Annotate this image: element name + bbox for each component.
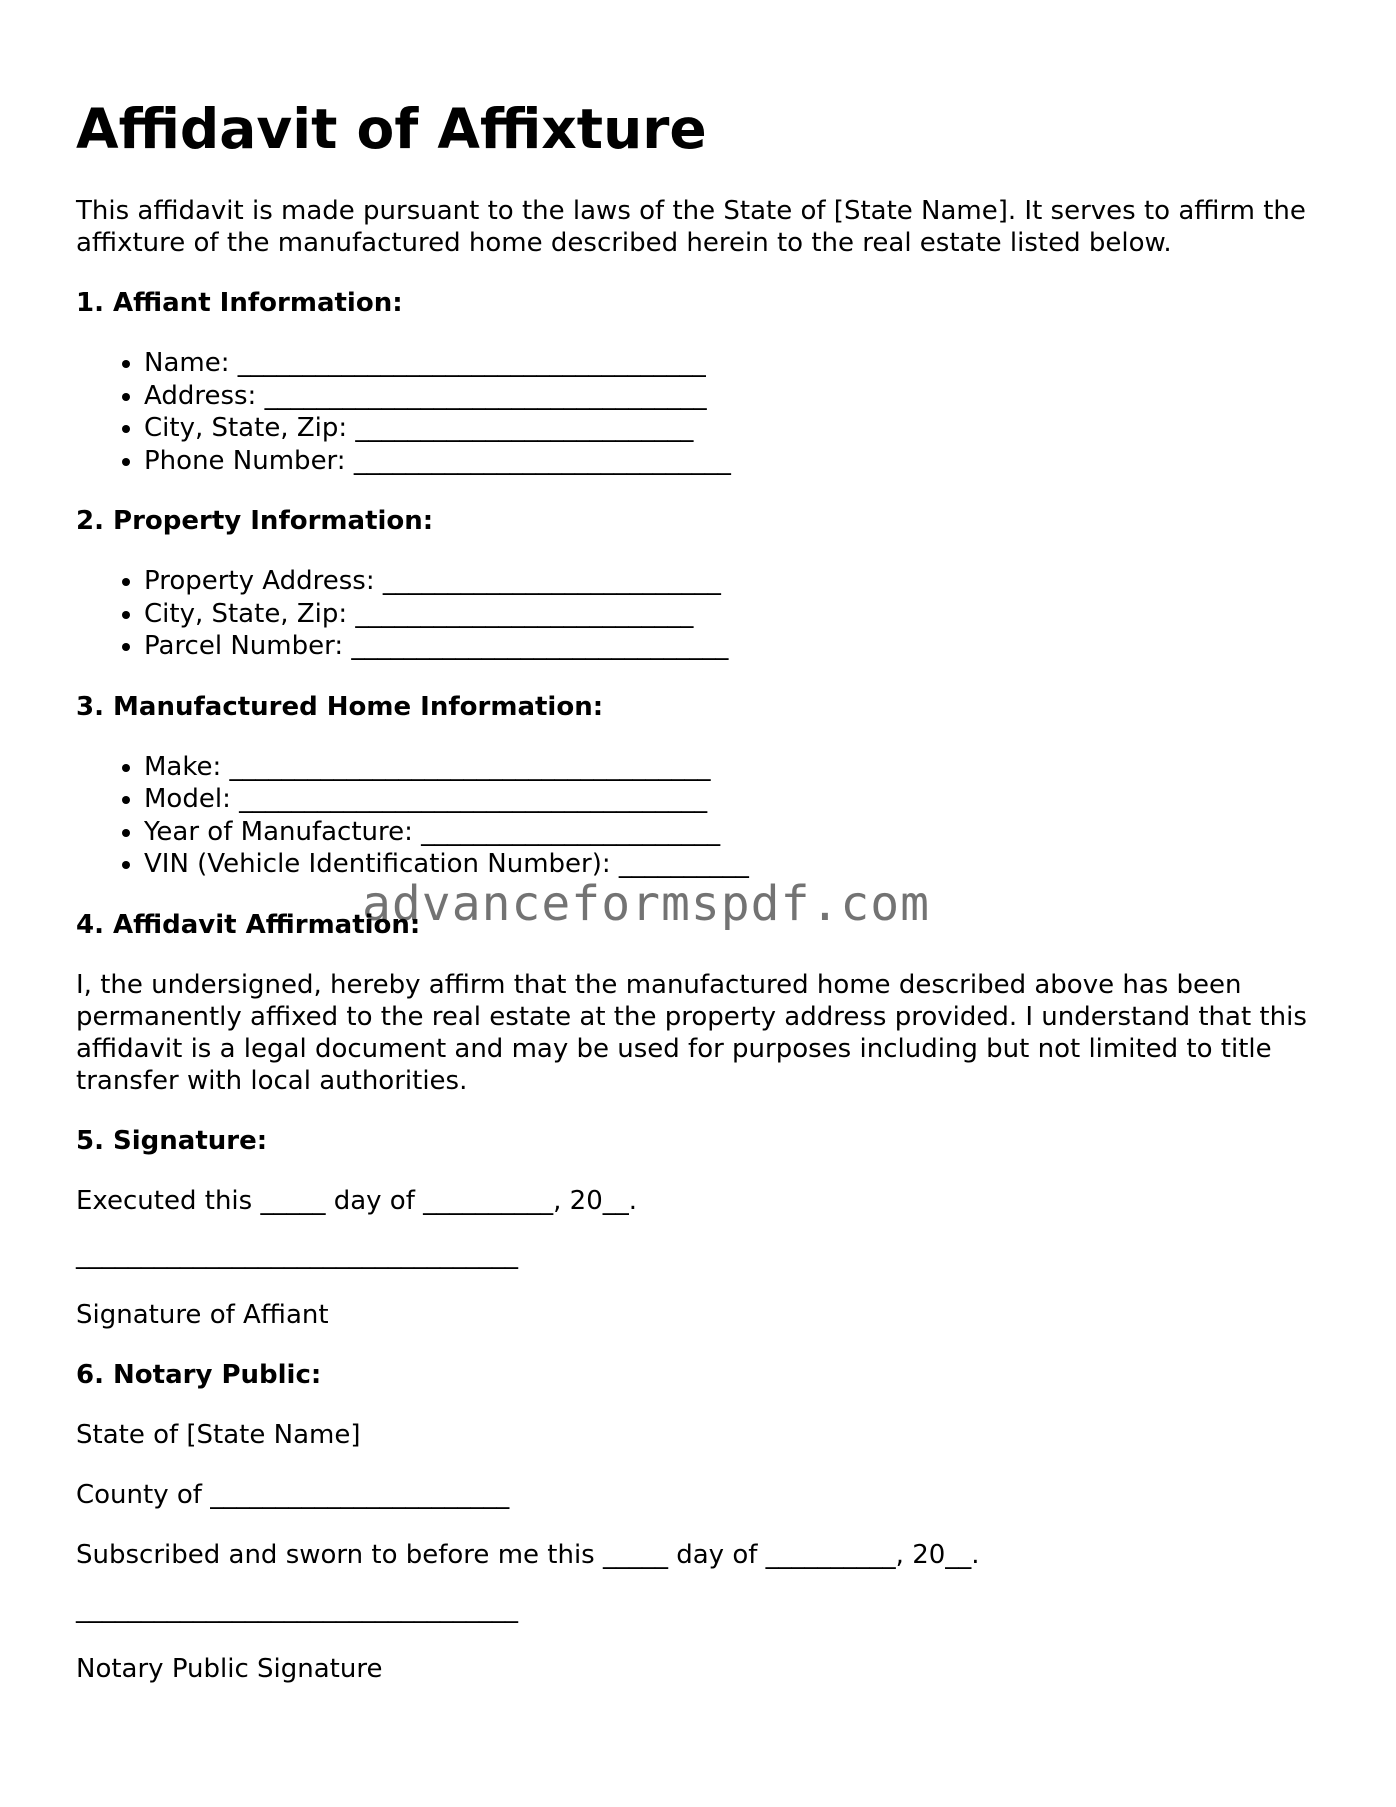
signature-section-heading: 5. Signature: (76, 1125, 268, 1156)
affiant-city-state-zip-field: • City, State, Zip: __________________________ (144, 412, 1326, 445)
affiant-phone-field: • Phone Number: _____________________________ (144, 445, 1326, 478)
document-title: Affidavit of Affixture (76, 97, 707, 161)
affiant-signature-label: Signature of Affiant (76, 1299, 329, 1330)
property-city-state-zip-field: • City, State, Zip: __________________________ (144, 598, 1326, 631)
affiant-signature-line: __________________________________ (76, 1239, 518, 1270)
home-year-field: • Year of Manufacture: _______________________ (144, 816, 1326, 849)
affiant-section-heading: 1. Affiant Information: (76, 288, 403, 318)
intro-paragraph: This affidavit is made pursuant to the laws of the State of [State Name]. It serves to affirm the affixture of the manufactured home described herein to the real estate listed below. (76, 196, 1306, 258)
home-make-field: • Make: _____________________________________ (144, 751, 1326, 784)
affiant-name-field: • Name: ____________________________________ (144, 347, 1326, 380)
home-section-heading: 3. Manufactured Home Information: (76, 691, 604, 722)
property-section-heading: 2. Property Information: (76, 506, 434, 536)
watermark-text: advanceformspdf.com (362, 876, 931, 932)
notary-section-heading: 6. Notary Public: (76, 1359, 322, 1390)
affiant-fields-list (76, 347, 1326, 477)
notary-signature-line: __________________________________ (76, 1593, 518, 1624)
notary-state-line: State of [State Name] (76, 1419, 361, 1450)
home-fields-list (76, 751, 1326, 881)
executed-date-line: Executed this _____ day of __________, 20__. (76, 1185, 638, 1216)
affiant-address-field: • Address: __________________________________ (144, 380, 1326, 413)
notary-signature-label: Notary Public Signature (76, 1653, 383, 1684)
property-address-field: • Property Address: __________________________ (144, 565, 1326, 598)
home-model-field: • Model: ____________________________________ (144, 783, 1326, 816)
notary-county-line: County of _______________________ (76, 1479, 510, 1510)
parcel-number-field: • Parcel Number: _____________________________ (144, 630, 1326, 663)
affirmation-section-heading: 4. Affidavit Affirmation: (76, 909, 421, 940)
affirmation-paragraph: I, the undersigned, hereby affirm that the manufactured home described above has been permanently affixed to the real estate at the property address provided. I understand that this affidavit is a legal document and may be used for purposes including but not limited to title transfer with local authorities. (76, 969, 1307, 1096)
property-fields-list (76, 565, 1326, 663)
home-vin-field: • VIN (Vehicle Identification Number): __________ (144, 848, 1326, 881)
notary-sworn-line: Subscribed and sworn to before me this _____ day of __________, 20__. (76, 1539, 980, 1570)
